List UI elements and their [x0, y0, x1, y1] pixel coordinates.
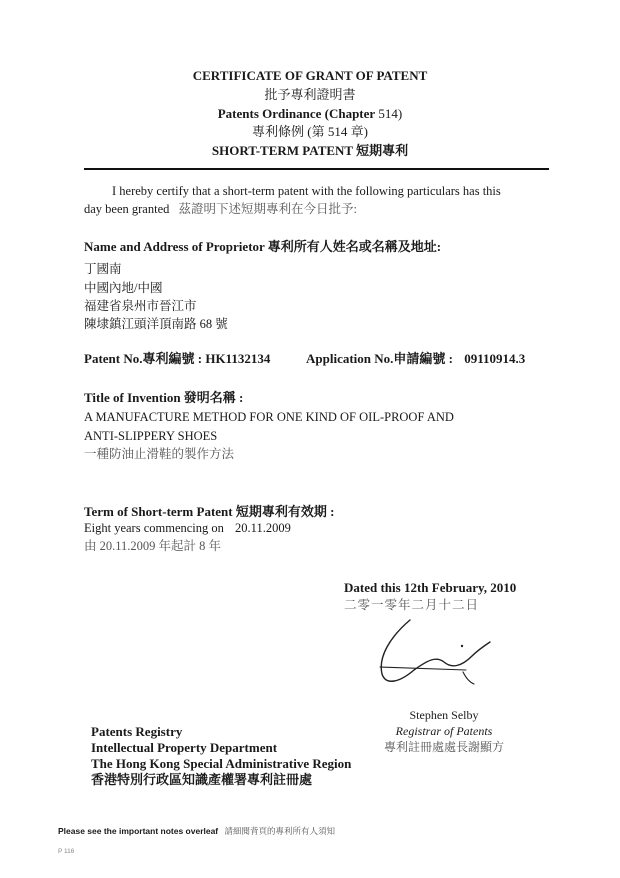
certify-granted-en: day been granted	[84, 202, 170, 216]
signature-image	[370, 612, 510, 702]
certificate-title-zh: 批予專利證明書	[264, 87, 356, 102]
ordinance-line	[0, 104, 620, 123]
invention-label: Title of Invention 發明名稱 :	[84, 390, 244, 405]
proprietor-street: 陳埭鎮江頭洋頂南路 68 號	[84, 317, 228, 331]
ordinance-chapter: 514)	[378, 106, 403, 121]
footer-note-zh: 請細閱背頁的專利所有人須知	[224, 826, 336, 836]
proprietor-label: Name and Address of Proprietor 專利所有人姓名或名稱及地址:	[84, 239, 442, 254]
signatory-title: Registrar of Patents	[395, 724, 493, 738]
signatory-title-zh: 專利註冊處處長謝顯方	[383, 740, 504, 754]
ordinance-name: Patents Ordinance (Chapter	[217, 106, 376, 121]
invention-title-line-1: A MANUFACTURE METHOD FOR ONE KIND OF OIL-PROOF AND	[84, 410, 454, 424]
registry-line-3: The Hong Kong Special Administrative Region	[91, 756, 352, 771]
header-divider	[84, 168, 549, 170]
proprietor-name: 丁國南	[84, 262, 122, 276]
patent-type: SHORT-TERM PATENT 短期專利	[211, 143, 409, 158]
patent-number-row	[84, 349, 270, 368]
term-start-date: 20.11.2009	[235, 521, 291, 535]
certificate-title: CERTIFICATE OF GRANT OF PATENT	[192, 68, 428, 83]
registry-line-1: Patents Registry	[91, 724, 183, 739]
term-line-zh: 由 20.11.2009 年起計 8 年	[84, 539, 222, 553]
invention-title-line-2: ANTI-SLIPPERY SHOES	[84, 429, 218, 443]
patent-number-value: HK1132134	[205, 351, 271, 366]
footer-note-en: Please see the important notes overleaf	[58, 826, 219, 836]
dated-en: Dated this 12th February, 2010	[344, 580, 517, 595]
proprietor-city: 福建省泉州市晉江市	[84, 299, 197, 313]
application-number-value: 09110914.3	[464, 351, 526, 366]
registry-line-2: Intellectual Property Department	[91, 740, 278, 755]
invention-title-zh: 一種防油止滑鞋的製作方法	[84, 447, 235, 461]
certify-granted-zh: 茲證明下述短期專利在今日批予:	[178, 202, 357, 216]
application-number-row	[306, 349, 525, 368]
term-line-1	[84, 519, 291, 538]
registry-line-4: 香港特別行政區知識產權署專利註冊處	[91, 772, 313, 787]
certify-line-2	[84, 200, 357, 219]
patent-number-label: Patent No.專利編號 :	[84, 351, 203, 366]
proprietor-country: 中國內地/中國	[84, 281, 163, 295]
term-label: Term of Short-term Patent 短期專利有效期 :	[84, 504, 335, 519]
ordinance-line-zh: 專利條例 (第 514 章)	[252, 124, 368, 139]
dated-zh: 二零一零年二月十二日	[344, 598, 480, 612]
application-number-label: Application No.申請編號 :	[306, 351, 453, 366]
certify-line-1: I hereby certify that a short-term patent with the following particulars has this	[112, 184, 501, 198]
term-text: Eight years commencing on	[84, 521, 224, 535]
signatory-name: Stephen Selby	[409, 708, 479, 722]
form-code: P 116	[58, 848, 75, 855]
footer-note	[58, 825, 335, 837]
